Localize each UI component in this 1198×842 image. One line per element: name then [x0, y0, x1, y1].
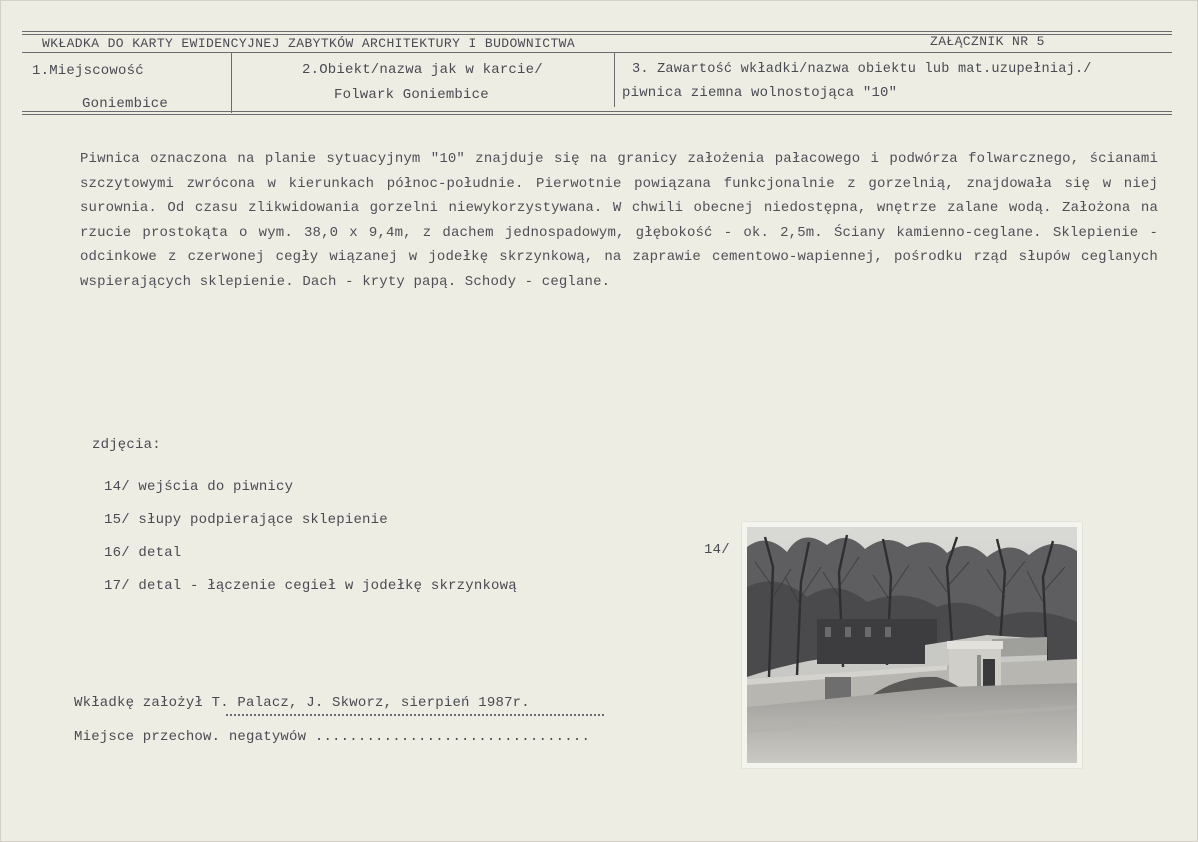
- photo-list-item: 16/ detal: [104, 545, 182, 561]
- object-value: Folwark Goniembice: [334, 87, 489, 103]
- photo-list-item: 15/ słupy podpierające sklepienie: [104, 512, 388, 528]
- created-by-underline: [226, 714, 604, 716]
- cell-divider-1: [231, 53, 232, 113]
- top-rule: [22, 31, 1172, 32]
- object-description: Piwnica oznaczona na planie sytuacyjnym "10" znajduje się na granicy założenia pałacowego i podwórza folwarcznego, ścianami szczytowymi zwrócona w kierunkach północ-południe. Pierwotnie powiązana funkcjonalnie z gorzelnią, znajdowała się w niej surownia. Od czasu zlikwidowania gorzelni niewykorzystywana. W chwili obecnej niedostępna, wnętrze zalane wodą. Założona na rzucie prostokąta o wym. 38,0 x 9,4m, z dachem jednospadowym, głębokość - ok. 2,5m. Ściany kamienno-ceglane. Sklepienie - odcinkowe z czerwonej cegły wiązanej w jodełkę skrzynkową, na zaprawie cementowo-wapiennej, pośrodku rząd słupów ceglanych wspierających sklepienie. Dach - kryty papą. Schody - ceglane.: [80, 151, 1158, 290]
- card-title: WKŁADKA DO KARTY EWIDENCYJNEJ ZABYTKÓW ARCHITEKTURY I BUDOWNICTWA: [42, 36, 576, 51]
- locality-label: 1.Miejscowość: [32, 63, 144, 79]
- attached-photograph: [742, 522, 1082, 768]
- photo-list-item: 14/ wejścia do piwnicy: [104, 479, 294, 495]
- cell-divider-2: [614, 53, 615, 107]
- content-label: 3. Zawartość wkładki/nazwa obiektu lub mat.uzupełniaj./: [632, 62, 1092, 77]
- header-rule: [22, 52, 1172, 53]
- locality-value: Goniembice: [82, 96, 169, 112]
- photo-number: 14/: [704, 542, 730, 558]
- attachment-number: ZAŁĄCZNIK NR 5: [930, 34, 1045, 49]
- created-by-line: Wkładkę założył T. Palacz, J. Skworz, sierpień 1987r.: [74, 695, 530, 711]
- fields-bottom-rule: [22, 111, 1172, 112]
- content-value: piwnica ziemna wolnostojąca "10": [622, 85, 898, 101]
- object-label: 2.Obiekt/nazwa jak w karcie/: [302, 62, 543, 78]
- photos-heading: zdjęcia:: [92, 437, 161, 453]
- negatives-location-line: Miejsce przechow. negatywów ................................: [74, 729, 591, 745]
- photo-list-item: 17/ detal - łączenie cegieł w jodełkę skrzynkową: [104, 578, 517, 594]
- photograph-cellar-entrance: [747, 527, 1077, 763]
